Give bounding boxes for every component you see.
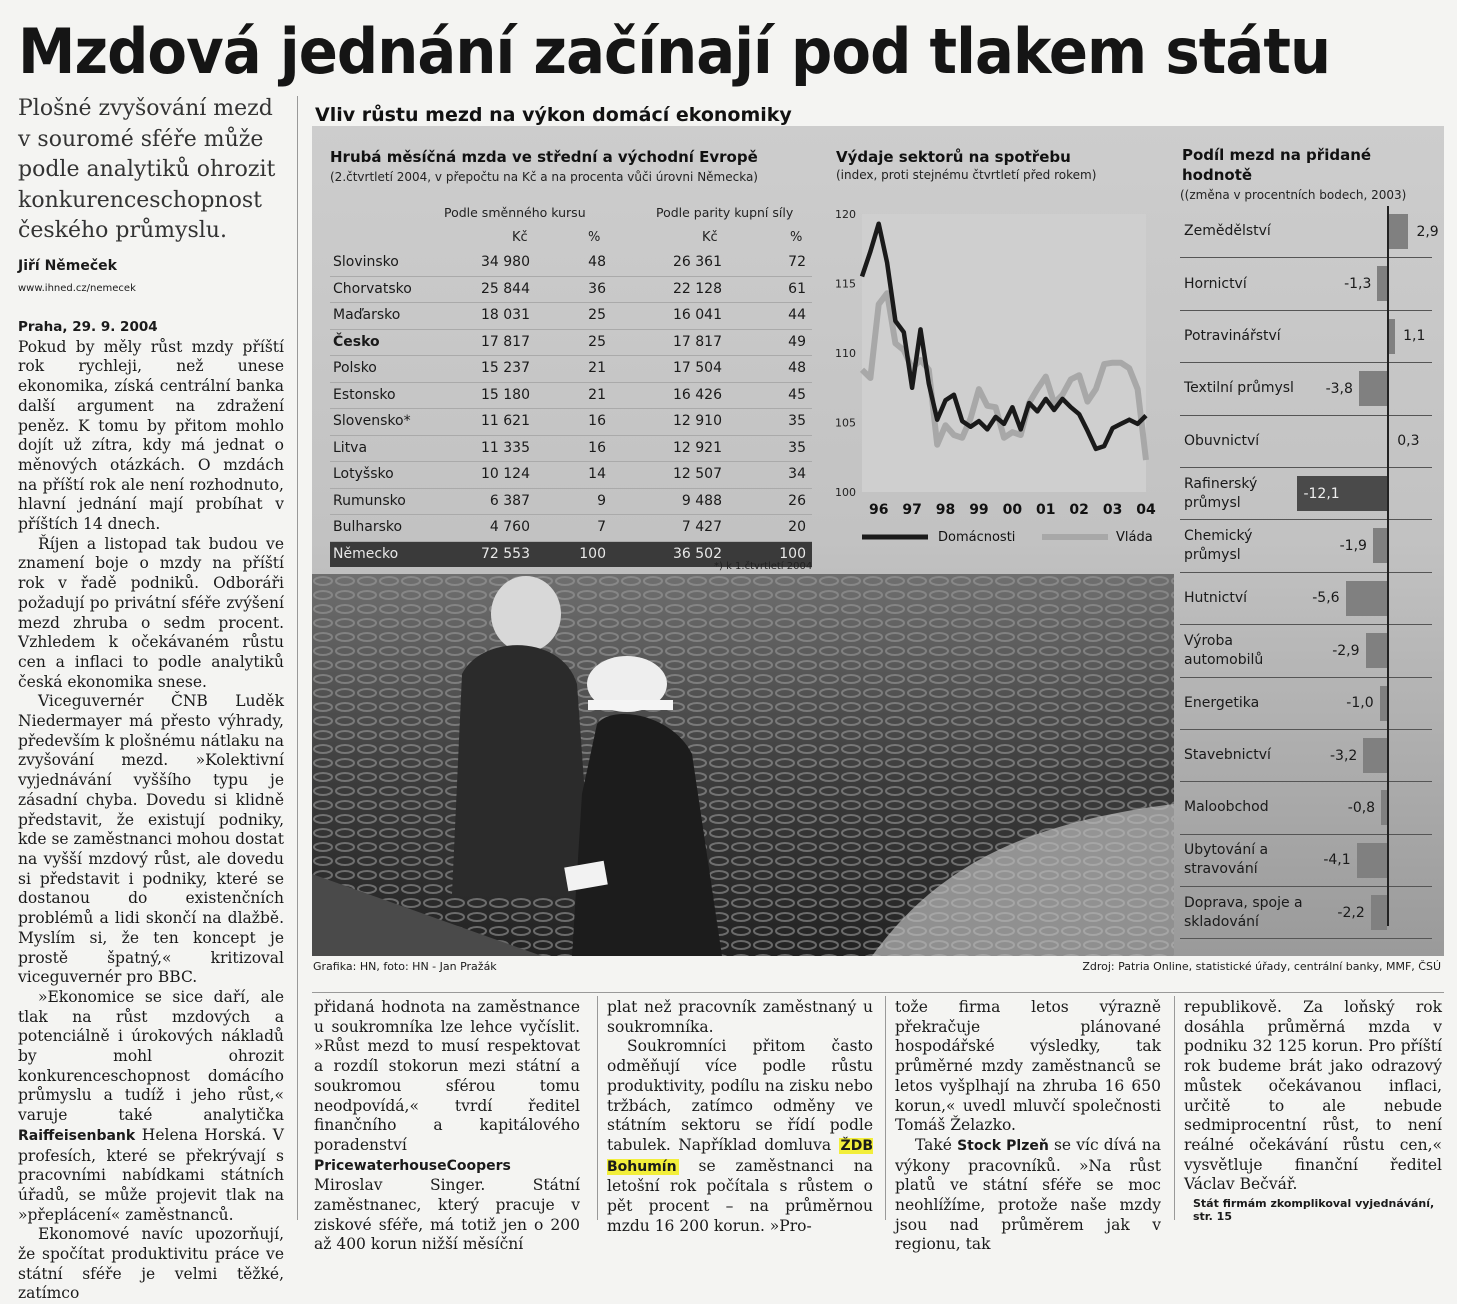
headline: Mzdová jednání začínají pod tlakem státu bbox=[18, 15, 1331, 88]
bar-category-label: Hornictví bbox=[1184, 275, 1247, 292]
table-cell-country: Chorvatsko bbox=[333, 280, 412, 297]
table-cell-value: 36 bbox=[588, 280, 606, 297]
table-cell-value: 72 553 bbox=[481, 545, 530, 562]
col1-paragraph-1: Pokud by měly růst mzdy příští rok rychleji, než unese ekonomika, získá centrální banka další argument na zdražení peněz. K tomu by přitom mohlo dojít už zítra, kdy má jednat o měnových otázkách. O mzdách na příští rok ale není rozhodnuto, hlavní jednání mají probíhat v příštích 14 dnech. bbox=[18, 337, 284, 534]
column-divider bbox=[297, 96, 298, 1220]
bar-category-label: Stavebnictví bbox=[1184, 747, 1271, 764]
bar-value-label: -12,1 bbox=[1303, 485, 1340, 502]
column-4 bbox=[895, 998, 1161, 1255]
header-czk-2: Kč bbox=[702, 230, 718, 245]
bar-value-label: -1,9 bbox=[1339, 538, 1367, 555]
table-cell-value: 9 488 bbox=[681, 492, 722, 509]
table-cell-value: 16 bbox=[588, 413, 606, 429]
table-row bbox=[330, 250, 812, 277]
col3-p2-c: se zaměstnanci na letošní rok počítala s růstem o pět procent – na průměrnou mzdu 16 200 korun. »Pro- bbox=[607, 1156, 873, 1235]
bar bbox=[1359, 371, 1387, 406]
table-row bbox=[330, 515, 812, 542]
x-tick-label: 01 bbox=[1036, 502, 1056, 518]
table-cell-value: 34 980 bbox=[481, 254, 530, 270]
y-tick-label: 120 bbox=[835, 208, 856, 221]
company-zdb-bohumin: ŽDB Bohumín bbox=[607, 1137, 873, 1175]
bar bbox=[1357, 843, 1387, 878]
table-cell-value: 35 bbox=[788, 439, 806, 456]
bar-category-label: Zemědělství bbox=[1184, 223, 1271, 240]
header-czk-1: Kč bbox=[512, 230, 528, 245]
table-cell-country: Bulharsko bbox=[333, 519, 403, 535]
table-cell-value: 17 817 bbox=[481, 333, 530, 350]
table-cell-value: 36 502 bbox=[673, 545, 722, 562]
bar-category-label: Potravinářství bbox=[1184, 327, 1281, 344]
table-cell-value: 21 bbox=[588, 386, 606, 403]
col1-paragraph-2: Říjen a listopad tak budou ve znamení boje o mzdy na příští rok v řadě podniků. Odboráři požadují po privátní sféře zvýšení mezd zhruba o sedm procent. Vzhledem k očekávaném růstu cen a inflaci to podle analytiků česká ekonomika snese. bbox=[18, 534, 284, 691]
bar bbox=[1346, 581, 1387, 616]
col3-paragraph-1: plat než pracovník zaměstnaný u soukromníka. bbox=[607, 998, 873, 1036]
table-cell-value: 16 041 bbox=[673, 307, 722, 323]
table-cell-country: Polsko bbox=[333, 360, 377, 376]
divider-4 bbox=[1174, 996, 1175, 1220]
col1-p4-a: »Ekonomice se sice daří, ale tlak na růst mzdových a potenciálně i úrokových nákladů by mohl ohrozit konkurenceschopnost domácího průmyslu a tudíž i jeho růst,« varuje také analytička bbox=[18, 987, 284, 1125]
table-cell-value: 9 bbox=[597, 492, 606, 509]
table-cell-value: 25 bbox=[588, 333, 606, 350]
header-pct-1: % bbox=[588, 230, 601, 245]
photo-illustration bbox=[312, 574, 1174, 956]
divider-3 bbox=[885, 996, 886, 1220]
y-tick-label: 115 bbox=[835, 277, 856, 291]
table-cell-country: Estonsko bbox=[333, 386, 396, 403]
legend-label-households: Domácnosti bbox=[938, 530, 1016, 545]
table-cell-value: 100 bbox=[779, 545, 806, 562]
table-cell-value: 25 bbox=[588, 307, 606, 323]
photo-workers bbox=[312, 574, 1174, 956]
bar-category-label: Textilní průmysl bbox=[1184, 380, 1294, 397]
table-cell-country: Slovensko* bbox=[333, 413, 411, 429]
table-cell-value: 18 031 bbox=[481, 307, 530, 323]
bar-row bbox=[1180, 416, 1432, 468]
table-cell-value: 12 910 bbox=[673, 413, 722, 429]
table-row bbox=[330, 330, 812, 357]
col4-p2-a: Také bbox=[915, 1135, 958, 1154]
x-tick-label: 96 bbox=[868, 502, 889, 518]
x-tick-label: 98 bbox=[935, 502, 956, 518]
bar-row bbox=[1180, 363, 1432, 415]
col5-paragraph-1: republikově. Za loňský rok dosáhla průměrná mzda v podniku 32 125 korun. Pro příští rok budeme brát jako odrazový můstek očekávanou inflaci, určitě to ale nebude sedmiprocentní růst, to není reálné očekávání růstu cen,« vysvětluje finanční ředitel Václav Bečvář. bbox=[1184, 998, 1442, 1194]
bar-category-label: Energetika bbox=[1184, 694, 1260, 711]
graphic-title: Vliv růstu mezd na výkon domácí ekonomiky bbox=[315, 104, 792, 126]
company-raiffeisenbank: Raiffeisenbank bbox=[18, 1127, 136, 1144]
lower-rule bbox=[312, 992, 1444, 993]
table-cell-value: 72 bbox=[788, 254, 806, 270]
legend-label-government: Vláda bbox=[1116, 530, 1153, 545]
x-tick-label: 03 bbox=[1102, 502, 1123, 518]
table-cell-value: 61 bbox=[788, 280, 806, 297]
table-cell-value: 12 921 bbox=[673, 439, 722, 456]
line-chart bbox=[826, 200, 1166, 550]
col2-p1-a: přidaná hodnota na zaměstnance u soukromníka lze lehce vyčíslit. »Růst mezd to musí respektovat a rozdíl stokorun mezi státní a soukromou sférou tomu neodpovídá,« tvrdí ředitel finančního a kapitálového poradenství bbox=[314, 998, 580, 1154]
y-tick-label: 110 bbox=[835, 347, 856, 360]
bar-value-label: 1,1 bbox=[1403, 328, 1426, 345]
author-url[interactable]: www.ihned.cz/nemecek bbox=[18, 283, 136, 294]
bar bbox=[1373, 528, 1387, 563]
bar-zero-axis bbox=[1387, 206, 1389, 926]
table-cell-value: 17 817 bbox=[673, 333, 722, 350]
bar-row bbox=[1180, 835, 1432, 887]
col2-p1-c: Miroslav Singer. Státní zaměstnanec, který pracuje v ziskové sféře, má totiž jen o 200 až 400 korun nižší měsíční bbox=[314, 1176, 580, 1254]
x-tick-label: 04 bbox=[1136, 502, 1156, 518]
bar-row bbox=[1180, 573, 1432, 625]
bar-row bbox=[1180, 468, 1432, 520]
bar-row bbox=[1180, 887, 1432, 939]
table-cell-value: 7 427 bbox=[681, 519, 722, 535]
col4-p2-c: se víc dívá na výkony pracovníků. »Na růst platů ve státní sféře se moc neohlížíme, protože naše mzdy jsou nad průměrem jak v regionu, tak bbox=[895, 1135, 1161, 1254]
bar-chart-title: Podíl mezd na přidané hodnotě bbox=[1182, 146, 1372, 184]
col1-paragraph-4 bbox=[18, 988, 284, 1225]
table-subtitle: (2.čtvrtletí 2004, v přepočtu na Kč a na procenta vůči úrovni Německa) bbox=[330, 170, 758, 184]
bar-category-label: Hutnictví bbox=[1184, 589, 1248, 606]
col4-paragraph-2 bbox=[895, 1136, 1161, 1255]
lede: Plošné zvyšování mezd v souromé sféře může podle analytiků ohrozit konkurenceschopnost českého průmyslu. bbox=[18, 96, 276, 243]
table-cell-value: 16 426 bbox=[673, 386, 722, 403]
table-row bbox=[330, 489, 812, 516]
column-1 bbox=[18, 318, 284, 1304]
table-cell-value: 100 bbox=[579, 545, 606, 562]
bar-value-label: -1,3 bbox=[1344, 276, 1372, 293]
bar-row bbox=[1180, 311, 1432, 363]
header-ppp: Podle parity kupní síly bbox=[656, 205, 794, 220]
table-cell-value: 12 507 bbox=[673, 466, 722, 482]
table-cell-value: 48 bbox=[588, 254, 606, 270]
bar-category-label: Rafinerský průmysl bbox=[1184, 475, 1258, 511]
table-cell-country: Rumunsko bbox=[333, 492, 406, 509]
table-cell-value: 26 361 bbox=[673, 254, 722, 270]
table-row bbox=[330, 356, 812, 383]
column-2 bbox=[314, 998, 580, 1255]
table-row bbox=[330, 409, 812, 436]
x-tick-label: 02 bbox=[1069, 502, 1089, 518]
col1-paragraph-5: Ekonomové navíc upozorňují, že spočítat produktivitu práce ve státní sféře je velmi těžké, zatímco bbox=[18, 1225, 284, 1303]
table-cell-value: 11 335 bbox=[481, 439, 530, 456]
line-chart-title: Výdaje sektorů na spotřebu bbox=[836, 148, 1071, 166]
table-cell-value: 7 bbox=[597, 519, 606, 535]
x-tick-label: 00 bbox=[1002, 502, 1023, 518]
table-cell-value: 15 180 bbox=[481, 386, 530, 403]
table-cell-value: 10 124 bbox=[481, 466, 530, 482]
bar bbox=[1387, 214, 1408, 249]
table-cell-value: 16 bbox=[588, 439, 606, 456]
table-row bbox=[330, 383, 812, 410]
table-cell-value: 21 bbox=[588, 360, 606, 376]
table-cell-value: 49 bbox=[788, 333, 806, 350]
bar-row bbox=[1180, 730, 1432, 782]
table-cell-value: 4 760 bbox=[489, 519, 530, 535]
table-cell-country: Lotyšsko bbox=[333, 466, 394, 482]
page-reference[interactable]: Stát firmám zkomplikoval vyjednávání, str. 15 bbox=[1193, 1197, 1435, 1223]
table-cell-value: 20 bbox=[788, 519, 806, 535]
table-cell-value: 26 bbox=[788, 492, 806, 509]
table-cell-value: 48 bbox=[788, 360, 806, 376]
col3-p2-a: Soukromníci přitom často odměňují více podle růstu produktivity, podílu na zisku nebo tržbách, zatímco odměny ve státním sektoru se řídí podle tabulek. Například domluva bbox=[607, 1037, 873, 1154]
dateline: Praha, 29. 9. 2004 bbox=[18, 319, 158, 335]
bar bbox=[1366, 633, 1387, 668]
bar-row bbox=[1180, 782, 1432, 834]
bar bbox=[1363, 738, 1387, 773]
y-tick-label: 100 bbox=[835, 486, 856, 499]
table-cell-country: Německo bbox=[333, 545, 399, 562]
y-tick-label: 105 bbox=[835, 416, 856, 430]
bar bbox=[1371, 895, 1387, 930]
table-row bbox=[330, 277, 812, 304]
table-cell-value: 34 bbox=[788, 466, 806, 482]
bar-value-label: -5,6 bbox=[1312, 590, 1340, 607]
bar-value-label: -3,8 bbox=[1325, 380, 1353, 397]
author: Jiří Němeček bbox=[18, 258, 117, 274]
table-cell-country: Česko bbox=[333, 333, 380, 350]
table-row bbox=[330, 462, 812, 489]
bar-value-label: 0,3 bbox=[1397, 433, 1420, 450]
table-cell-value: 35 bbox=[788, 413, 806, 429]
bar-category-label: Doprava, spoje a skladování bbox=[1184, 894, 1303, 930]
table-footnote: *) k 1.čtvrtletí 2004 bbox=[714, 561, 813, 572]
data-source: Zdroj: Patria Online, statistické úřady, centrální banky, MMF, ČSÚ bbox=[1082, 960, 1441, 973]
bar-row bbox=[1180, 258, 1432, 310]
graphic-credit: Grafika: HN, foto: HN - Jan Pražák bbox=[313, 960, 497, 973]
bar-category-label: Ubytování a stravování bbox=[1184, 842, 1269, 878]
table-title: Hrubá měsíčná mzda ve střední a východní Evropě bbox=[330, 148, 758, 166]
bar-row bbox=[1180, 625, 1432, 677]
bar-category-label: Maloobchod bbox=[1184, 799, 1269, 816]
table-cell-value: 6 387 bbox=[489, 492, 530, 509]
bar bbox=[1377, 266, 1387, 301]
wage-share-bar-chart bbox=[1180, 206, 1439, 939]
col1-p4-c: Helena Horská. V profesích, které se překrývají s pracovními nabídkami státních úřadů, se může projevit tlak na »přeplácení« zaměstnanců. bbox=[18, 1125, 284, 1224]
bar-chart-subtitle: ((změna v procentních bodech, 2003) bbox=[1180, 188, 1407, 202]
line-chart-subtitle: (index, proti stejnému čtvrtletí před rokem) bbox=[836, 168, 1097, 182]
column-5 bbox=[1184, 998, 1442, 1195]
company-pwc: PricewaterhouseCoopers bbox=[314, 1157, 511, 1174]
header-pct-2: % bbox=[790, 230, 803, 245]
bar-row bbox=[1180, 206, 1439, 258]
bar-value-label: -4,1 bbox=[1323, 852, 1351, 869]
col3-paragraph-2 bbox=[607, 1037, 873, 1236]
table-cell-country: Litva bbox=[333, 439, 368, 456]
col1-paragraph-3: Viceguvernér ČNB Luděk Niedermayer má přesto výhrady, především k plošnému nátlaku na zvyšování mezd. »Kolektivní vyjednávání vyššího typu je zásadní chyba. Dovedu si klidně představit, že existují podniky, kde se zaměstnanci mohou dostat na vyšší mzdový růst, ale dovedu si představit i podniky, které se dostanou do existenčních problémů a lidi skončí na dlažbě. Myslím si, že ten koncept je prostě špatný,« kritizoval viceguvernér pro BBC. bbox=[18, 692, 284, 987]
bar-category-label: Obuvnictví bbox=[1184, 432, 1260, 449]
bar-category-label: Chemický průmysl bbox=[1184, 528, 1253, 564]
bar-value-label: 2,9 bbox=[1416, 223, 1439, 240]
bar-row bbox=[1180, 678, 1432, 730]
table-cell-country: Maďarsko bbox=[333, 307, 401, 323]
table-cell-country: Slovinsko bbox=[333, 254, 399, 270]
col4-paragraph-1: tože firma letos výrazně překračuje plánované hospodářské výsledky, tak průměrné mzdy zaměstnanců se letos vyšplhají na zhruba 16 650 korun,« uvedl mluvčí společnosti Tomáš Želazko. bbox=[895, 998, 1161, 1135]
table-cell-value: 22 128 bbox=[673, 280, 722, 297]
x-tick-label: 99 bbox=[969, 502, 989, 518]
table-cell-value: 15 237 bbox=[481, 360, 530, 376]
table-cell-value: 11 621 bbox=[481, 413, 530, 429]
table-cell-value: 45 bbox=[788, 386, 806, 403]
bar-value-label: -2,9 bbox=[1332, 642, 1360, 659]
divider-2 bbox=[597, 996, 598, 1220]
wage-table bbox=[330, 250, 812, 567]
header-exchange-rate: Podle směnného kursu bbox=[444, 205, 586, 220]
bar-category-label: Výroba automobilů bbox=[1184, 632, 1264, 668]
table-cell-value: 44 bbox=[788, 307, 806, 323]
company-stock-plzen: Stock Plzeň bbox=[957, 1137, 1049, 1154]
col2-paragraph-1 bbox=[314, 998, 580, 1255]
bar-value-label: -1,0 bbox=[1346, 695, 1374, 712]
bar-value-label: -0,8 bbox=[1347, 799, 1376, 816]
table-row bbox=[330, 436, 812, 463]
x-tick-label: 97 bbox=[902, 502, 922, 518]
bar-value-label: -2,2 bbox=[1337, 904, 1365, 921]
table-cell-value: 14 bbox=[588, 466, 606, 482]
bar-row bbox=[1180, 520, 1432, 572]
table-row bbox=[330, 303, 812, 330]
bar-value-label: -3,2 bbox=[1330, 747, 1358, 764]
table-cell-value: 17 504 bbox=[673, 360, 722, 376]
column-3 bbox=[607, 998, 873, 1236]
table-cell-value: 25 844 bbox=[481, 280, 530, 297]
bar bbox=[1380, 686, 1387, 721]
